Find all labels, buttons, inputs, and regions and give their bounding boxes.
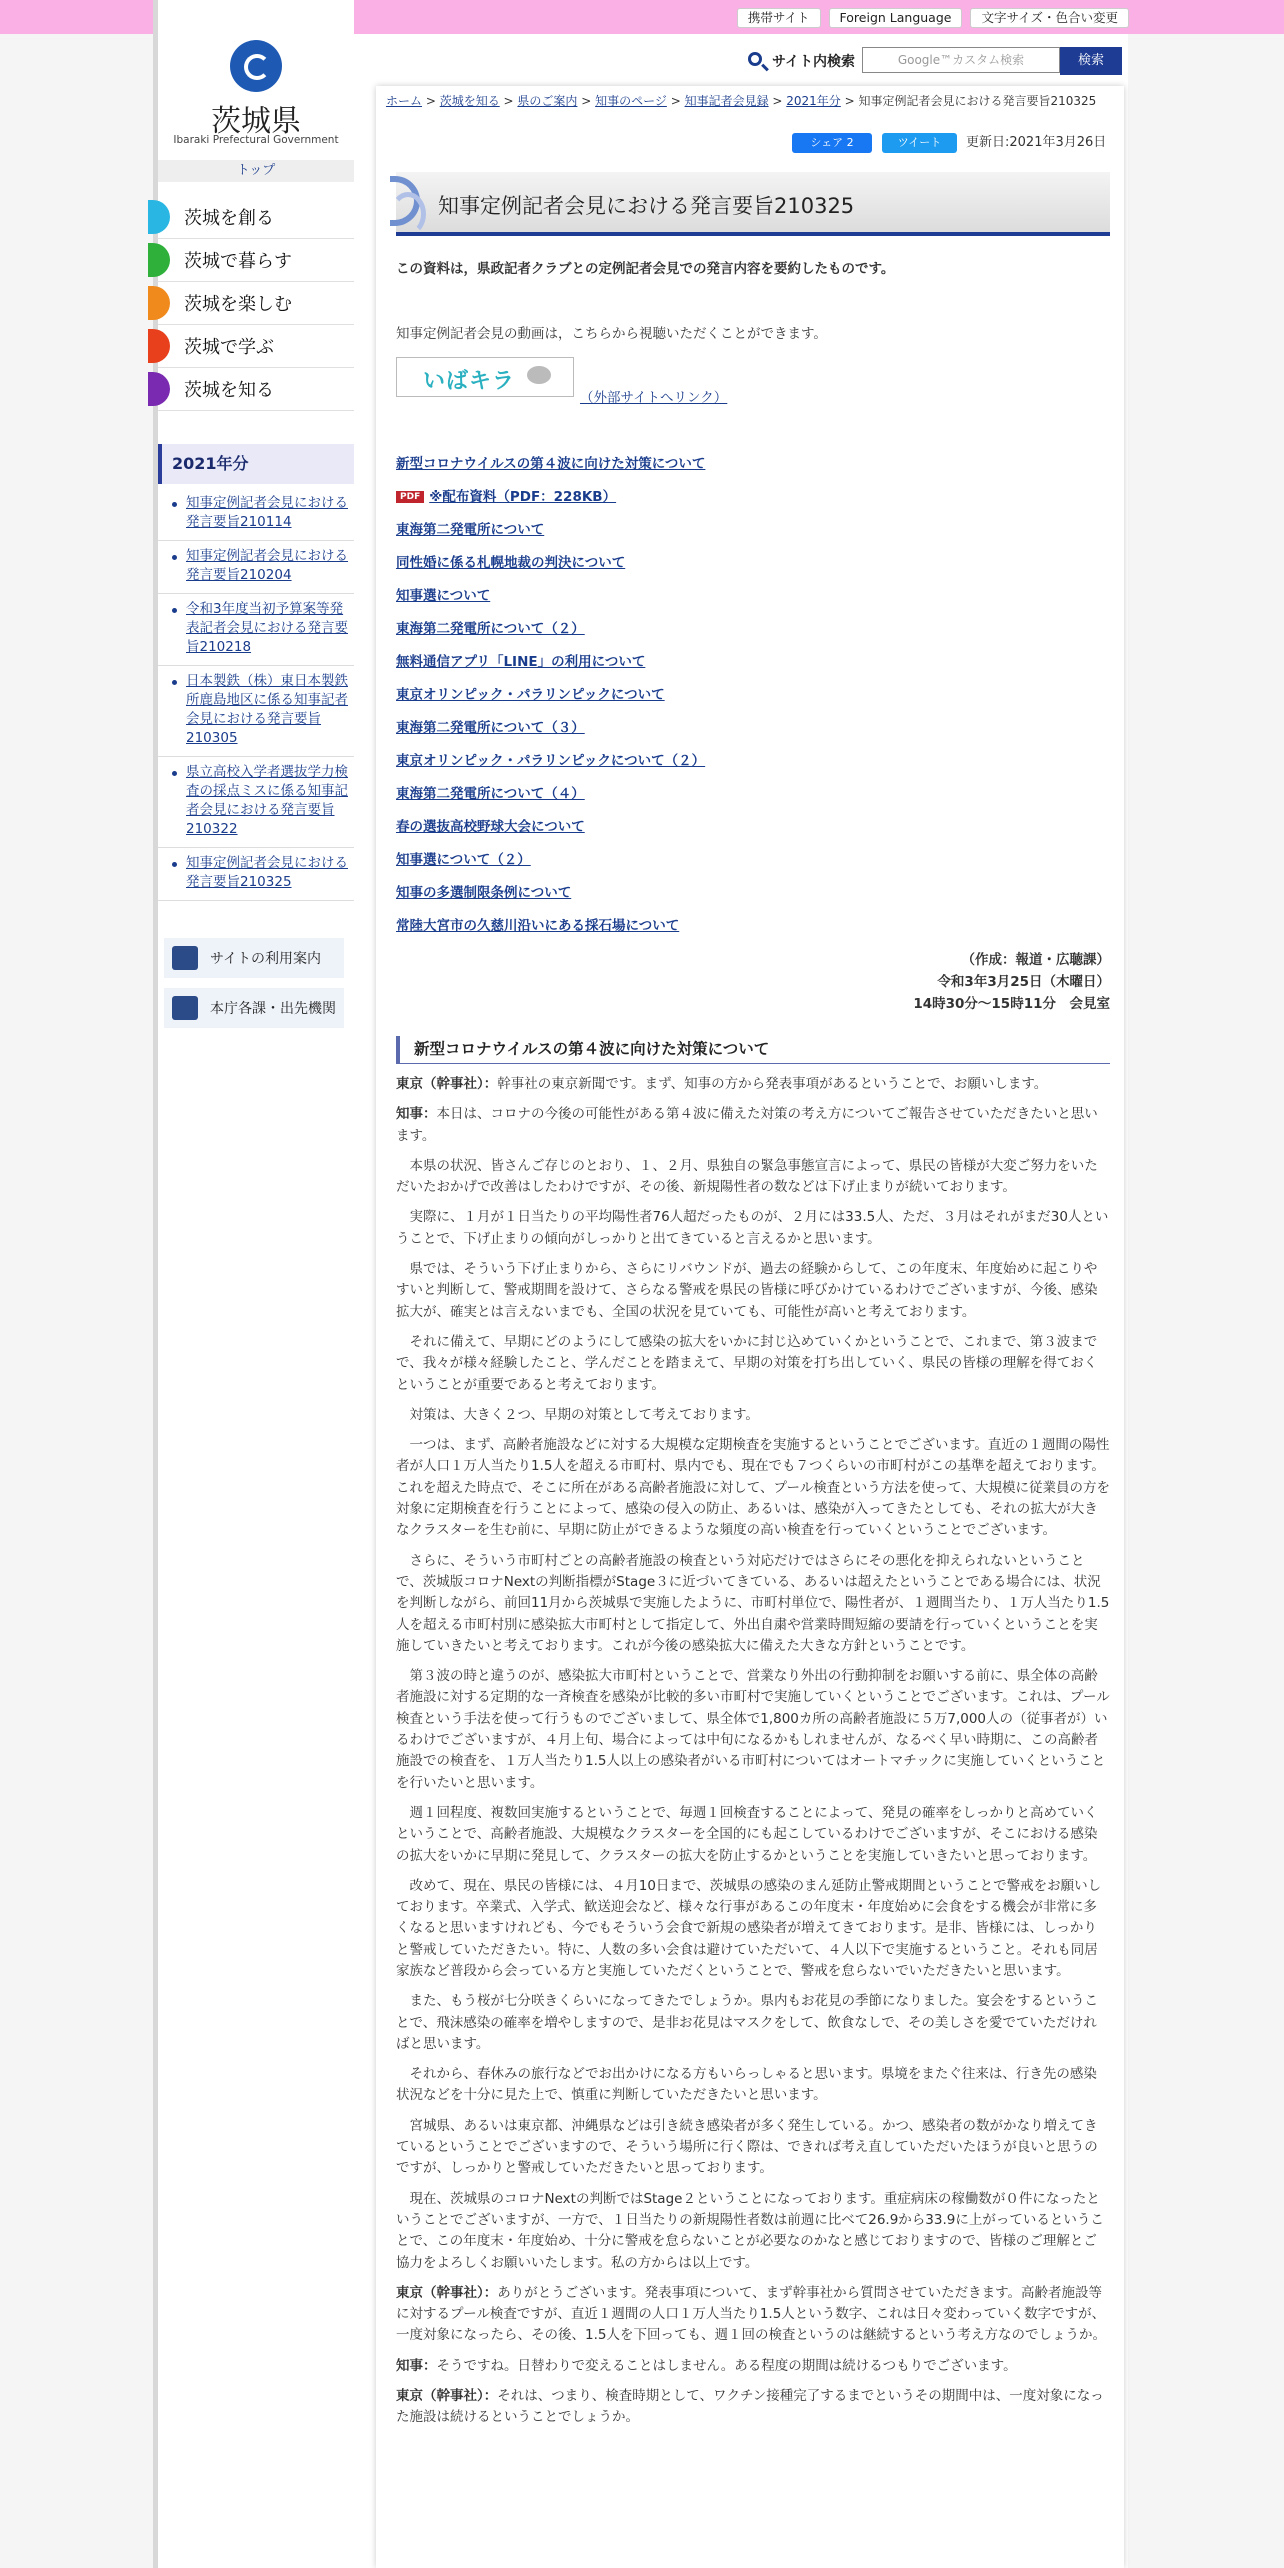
toc-link[interactable]: 知事選について: [396, 588, 491, 604]
calendar-icon: [172, 946, 198, 970]
breadcrumb-guide[interactable]: 県のご案内: [517, 94, 578, 108]
paragraph-text: 本県の状況、皆さんご存じのとおり、１、２月、県独自の緊急事態宣言によって、県民の皆様が大変ご努力をいただいたおかげで改善はしたわけですが、その後、新規陽性者の数などは下げ止まりが続いております。: [396, 1157, 1098, 1196]
paragraph-text: それから、春休みの旅行などでお出かけになる方もいらっしゃると思います。県境をまたぐ往来は、行き先の感染状況などを十分に見た上で、慎重に判断していただきたいと思います。: [396, 2066, 1097, 2104]
breadcrumb-current: 知事定例記者会見における発言要旨210325: [858, 94, 1097, 108]
paragraph-text: それに備えて、早期にどのようにして感染の拡大をいかに封じ込めていくかということで、これまで、第３波までで、我々が様々経験したこと、学んだことを踏まえて、早期の対策を打ち出していく、県民の皆様の理解を得ておくということが重要であると考えております。: [396, 1333, 1098, 1393]
section-heading: 新型コロナウイルスの第４波に向けた対策について: [396, 1036, 1110, 1064]
page-title-box: [396, 172, 1110, 236]
breadcrumb-governor[interactable]: 知事のページ: [595, 94, 667, 108]
search-icon: [748, 52, 762, 66]
paragraph-text: 第３波の時と違うのが、感染拡大市町村ということで、営業なり外出の行動抑制をお願いする前に、県全体の高齢者施設に対する定期的な一斉検査を感染が比較的多い市町村で実施していくということでございます。これは、プール検査という手法を使って行うものでございまして、県全体で1,800カ所の高齢者施設に５万7,000人の（従事者が）いるわけでございますが、４月上旬、場合によっては中旬になるかもしれませんが、なるべく早い時期に、この高齢者施設での検査を、１万人当たり1.5人以上の感染者がいる市町村についてはオートマチックに実施していくということを行いたいと思います。: [396, 1668, 1110, 1791]
paragraph-text: 実際に、１月が１日当たりの平均陽性者76人超だったものが、２月には33.5人、ただ、３月はそれがまだ30人ということで、下げ止まりの傾向がしっかりと出てきていると言えるかと思います。: [396, 1209, 1109, 1247]
paragraph: [396, 2283, 1110, 2347]
paragraph: [396, 1666, 1110, 1794]
menu-dot-icon: [148, 329, 170, 363]
menu-item-label: 茨城で学ぶ: [184, 337, 274, 358]
updated-date: 更新日:2021年3月26日: [966, 135, 1107, 150]
ibakira-logo-link[interactable]: [396, 357, 574, 397]
speaker: 東京（幹事社）：: [396, 2284, 498, 2301]
paragraph-text: 改めて、現在、県民の皆様には、４月10日まで、茨城県の感染のまん延防止警戒期間ということで警戒をお願いしております。卒業式、入学式、歓送迎会など、様々な行事があるこの年度末・年度始めに会食をする機会が非常に多くなると思いますけれども、今でもそういう会食で新規の感染者が増えてきております。是非、皆様には、しっかりと警戒していただきたい。特に、人数の多い会食は避けていただいて、４人以下で実施するということ。それも同居家族など普段から会っている方と実施していただくということで、警戒を怠らないでいただきたいと思います。: [396, 1877, 1102, 1979]
list-item: [158, 848, 354, 901]
toc-item: [396, 485, 1110, 518]
left-background: [0, 34, 155, 2568]
toc-item: [396, 782, 1110, 815]
list-item: [158, 757, 354, 848]
external-link[interactable]: （外部サイトへリンク）: [580, 390, 728, 406]
paragraph-text: 現在、茨城県のコロナNextの判断ではStage２ということになっております。重症病床の稼働数が０件になったということでございますが、一方で、１日当たりの新規陽性者数は前週に比べて26.9から33.9に上がっているということで、この年度末・年度始め、十分に警戒を怠らないことが必要なのかなと感じておりますので、皆様のご理解とご協力をよろしくお願いいたします。私の方からは以上です。: [396, 2190, 1104, 2271]
paragraph-text: そうですね。日替わりで変えることはしません。ある程度の期間は続けるつもりでございます。: [436, 2357, 1017, 2374]
toc-item: [396, 452, 1110, 485]
year-heading: 2021年分: [158, 444, 354, 484]
menu-dot-icon: [148, 286, 170, 320]
toc-link[interactable]: 東京オリンピック・パラリンピックについて（２）: [396, 753, 706, 769]
paragraph: [396, 2386, 1110, 2429]
menu-item-label: 茨城を楽しむ: [184, 294, 292, 315]
paragraph: [396, 1332, 1110, 1396]
foreign-language-link[interactable]: Foreign Language: [829, 8, 963, 28]
page-title: 知事定例記者会見における発言要旨210325: [438, 194, 855, 218]
intro-text: この資料は，県政記者クラブとの定例記者会見での発言内容を要約したものです。: [396, 261, 895, 277]
year-link[interactable]: 知事定例記者会見における発言要旨210325: [186, 855, 348, 890]
paragraph: [396, 2116, 1110, 2180]
paragraph-text: さらに、そういう市町村ごとの高齢者施設の検査という対応だけではさらにその悪化を抑えられないということで、茨城版コロナNextの判断指標がStage３に近づいてきている、あるいは超えたということである場合には、状況を判断しながら、前回11月から茨城県で実施したように、市町村単位で、陽性者が、１週間当たり、１万人当たり1.5人を超える市町村別に感染拡大市町村として指定して、外出自粛や営業時間短縮の要請を行っていくということを実施していきたいと考えております。これが今後の感染拡大に備えた大きな方針ということです。: [396, 1552, 1110, 1654]
toc-item: [396, 716, 1110, 749]
menu-item-enjoy[interactable]: [158, 282, 354, 325]
right-background: [1128, 34, 1284, 2568]
paragraph-text: 対策は、大きく２つ、早期の対策として考えております。: [409, 1406, 759, 1423]
departments-label: 本庁各課・出先機関: [210, 1001, 336, 1017]
list-item: [158, 541, 354, 594]
paragraph-text: 幹事社の東京新聞です。まず、知事の方から発表事項があるということで、お願いします。: [497, 1076, 1048, 1092]
toc-item: [396, 749, 1110, 782]
paragraph: [396, 1551, 1110, 1657]
toc-item: [396, 683, 1110, 716]
site-guide-label: サイトの利用案内: [210, 951, 322, 967]
paragraph: [396, 1207, 1110, 1250]
toc-item: [396, 914, 1110, 947]
toc-item: [396, 881, 1110, 914]
ibakira-logo-text: いばキラ: [423, 369, 516, 394]
search-input[interactable]: Google™カスタム検索: [862, 47, 1060, 73]
toc-link[interactable]: 東海第二発電所について（４）: [396, 786, 585, 802]
toc-link[interactable]: 知事選について（２）: [396, 852, 531, 868]
paragraph-text: ありがとうございます。発表事項について、まず幹事社から質問させていただきます。高齢者施設等に対するプール検査ですが、直近１週間の人口１万人当たり1.5人という数字、これは日々変わっていく数字ですが、一度対象になったら、その後、1.5人を下回っても、週１回の検査というのは継続するという考え方なのでしょうか。: [396, 2284, 1106, 2344]
paragraph-text: 本日は、コロナの今後の可能性がある第４波に備えた対策の考え方についてご報告させていただきたいと思います。: [396, 1106, 1098, 1144]
paragraph-text: 宮城県、あるいは東京都、沖縄県などは引き続き感染者が多く発生している。かつ、感染者の数がかなり増えてきているということでございますので、そういう場所に行く際は、できれば考え直していただいたほうが良いと思うのですが、しっかりと警戒していただきたいと思っております。: [396, 2117, 1098, 2177]
toc-item: [396, 650, 1110, 683]
paragraph: [396, 1876, 1110, 1982]
signature-line: （作成：報道・広聴課）: [961, 952, 1110, 968]
facebook-share-button[interactable]: シェア 2: [792, 133, 872, 153]
breadcrumb-records[interactable]: 知事記者会見録: [684, 94, 769, 108]
prefecture-logo-icon[interactable]: [230, 40, 282, 92]
table-of-contents: [396, 452, 1110, 947]
paragraph-text: 週１回程度、複数回実施するということで、毎週１回検査することによって、発見の確率をしっかりと高めていくということで、高齢者施設、大規模なクラスターを全国的にも起こしているわけでございますが、そこにおける感染の拡大をいかに早期に発見して、クラスターの拡大を防止するかということを実施していきたいと思っております。: [396, 1804, 1098, 1864]
menu-item-live[interactable]: [158, 239, 354, 282]
paragraph-text: 一つは、まず、高齢者施設などに対する大規模な定期検査を実施するということでございます。直近の１週間の陽性者が人口１万人当たり1.5人を超える市町村、県内でも、現在でも７つくらいの市町村がこの基準を超えております。これを超えた時点で、そこに所在がある高齢者施設に対して、プール検査という方法を使って、大規模に従業員の方を対象に定期検査を行うことによって、感染の侵入の防止、あるいは、感染が入ってきたとしても、それの拡大が大きなクラスターを生む前に、早期に防止ができるような頻度の高い検査を行っていくということでございます。: [396, 1437, 1111, 1539]
toc-link[interactable]: 春の選抜高校野球大会について: [396, 819, 585, 835]
departments-button[interactable]: [164, 988, 344, 1028]
year-link[interactable]: 知事定例記者会見における発言要旨210114: [186, 495, 348, 530]
breadcrumb-year[interactable]: 2021年分: [786, 94, 841, 108]
speaker: 知事：: [396, 1106, 437, 1123]
signature-line: 令和3年3月25日（木曜日）: [937, 974, 1110, 990]
breadcrumb-know[interactable]: 茨城を知る: [439, 94, 500, 108]
menu-dot-icon: [148, 372, 170, 406]
year-link-list: [158, 488, 354, 901]
toc-link[interactable]: 無料通信アプリ「LINE」の利用について: [396, 654, 646, 670]
mobile-site-link[interactable]: 携帯サイト: [737, 8, 821, 28]
toc-link[interactable]: 新型コロナウイルスの第４波に向けた対策について: [396, 456, 706, 472]
paragraph: [396, 2189, 1110, 2274]
list-item: [158, 666, 354, 757]
toc-link[interactable]: 東海第二発電所について（３）: [396, 720, 585, 736]
paragraph: [396, 2356, 1110, 2377]
speaker: 知事：: [396, 2357, 437, 2374]
toc-link[interactable]: 東海第二発電所について（２）: [396, 621, 585, 637]
paragraph: [396, 1435, 1110, 1541]
twitter-share-button[interactable]: ツイート: [882, 133, 957, 153]
toc-link[interactable]: 知事の多選制限条例について: [396, 885, 572, 901]
toc-item: [396, 617, 1110, 650]
paragraph: [396, 1156, 1110, 1199]
menu-dot-icon: [148, 200, 170, 234]
paragraph: [396, 1104, 1110, 1147]
year-link[interactable]: 令和3年度当初予算案等発表記者会見における発言要旨210218: [186, 601, 348, 655]
toc-item: [396, 584, 1110, 617]
top-link[interactable]: トップ: [158, 160, 354, 182]
menu-item-learn[interactable]: [158, 325, 354, 368]
title-decoration-icon: [390, 192, 426, 236]
pdf-icon: PDF: [396, 491, 424, 503]
year-link[interactable]: 知事定例記者会見における発言要旨210204: [186, 548, 348, 583]
menu-item-label: 茨城で暮らす: [184, 251, 292, 272]
video-note: 知事定例記者会見の動画は，こちらから視聴いただくことができます。: [396, 326, 827, 342]
header-links: [737, 8, 1129, 28]
toc-link[interactable]: 同性婚に係る札幌地裁の判決について: [396, 555, 626, 571]
paragraph-text: それは、つまり、検査時期として、ワクチン接種完了するまでというその期間中は、一度対象になった施設は続けるということでしょうか。: [396, 2388, 1104, 2426]
people-icon: [172, 996, 198, 1020]
search-label: サイト内検索: [772, 54, 856, 70]
menu-dot-icon: [148, 243, 170, 277]
year-link[interactable]: 日本製鉄（株）東日本製鉄所鹿島地区に係る知事記者会見における発言要旨210305: [186, 673, 348, 746]
speaker: 東京（幹事社）：: [396, 1076, 498, 1092]
logo-bubble-icon: [527, 366, 551, 384]
toc-item: [396, 815, 1110, 848]
list-item: [158, 594, 354, 666]
prefecture-name[interactable]: 茨城県: [211, 104, 301, 139]
menu-item-create[interactable]: [158, 196, 354, 239]
paragraph: [396, 1259, 1110, 1323]
menu-item-know[interactable]: [158, 368, 354, 411]
list-item: [158, 488, 354, 541]
toc-link[interactable]: 東京オリンピック・パラリンピックについて: [396, 687, 665, 703]
speaker: 東京（幹事社）：: [396, 2388, 498, 2405]
toc-item: [396, 551, 1110, 584]
site-guide-button[interactable]: [164, 938, 344, 978]
paragraph: [396, 1074, 1110, 1095]
font-color-settings-link[interactable]: 文字サイズ・色合い変更: [970, 8, 1129, 28]
main-menu: [158, 196, 354, 411]
sidebar: [153, 0, 354, 2568]
menu-item-label: 茨城を知る: [184, 380, 274, 401]
toc-item: [396, 848, 1110, 881]
paragraph-text: 県では、そういう下げ止まりから、さらにリバウンドが、過去の経験からして、この年度末、年度始めに起こりやすいと判断して、警戒期間を設けて、さらなる警戒を県民の皆様に呼びかけているわけでございますが、今後、感染拡大が、確実とは言えないまでも、全国の状況を見ていても、可能性が高いと考えております。: [396, 1261, 1098, 1320]
paragraph: [396, 2064, 1110, 2107]
prefecture-name-en: Ibaraki Prefectural Government: [173, 134, 339, 146]
breadcrumb-home[interactable]: ホーム: [386, 94, 423, 108]
paragraph: [396, 1803, 1110, 1867]
paragraph: [396, 1405, 1110, 1426]
toc-item: [396, 518, 1110, 551]
paragraph-text: また、もう桜が七分咲きくらいになってきたでしょうか。県内もお花見の季節になりました。宴会をするということで、飛沫感染の確率を増やしますので、是非お花見はマスクをして、飲食なしで、その美しさを愛でていただければと思います。: [396, 1993, 1098, 2052]
breadcrumb: ホーム > 茨城を知る > 県のご案内 > 知事のページ > 知事記者会見録 > 2021年分 > 知事定例記者会見における発言要旨210325: [386, 94, 1097, 108]
menu-item-label: 茨城を創る: [184, 208, 274, 229]
toc-link[interactable]: 常陸大宮市の久慈川沿いにある採石場について: [396, 918, 680, 934]
toc-link-pdf[interactable]: ※配布資料（PDF：228KB）: [429, 489, 617, 505]
toc-link[interactable]: 東海第二発電所について: [396, 522, 545, 538]
search-button[interactable]: 検索: [1060, 47, 1122, 75]
signature-line: 14時30分～15時11分 会見室: [913, 996, 1110, 1012]
transcript-body: [396, 1074, 1110, 2438]
paragraph: [396, 1991, 1110, 2055]
year-link[interactable]: 県立高校入学者選抜学力検査の採点ミスに係る知事記者会見における発言要旨210322: [186, 764, 348, 837]
